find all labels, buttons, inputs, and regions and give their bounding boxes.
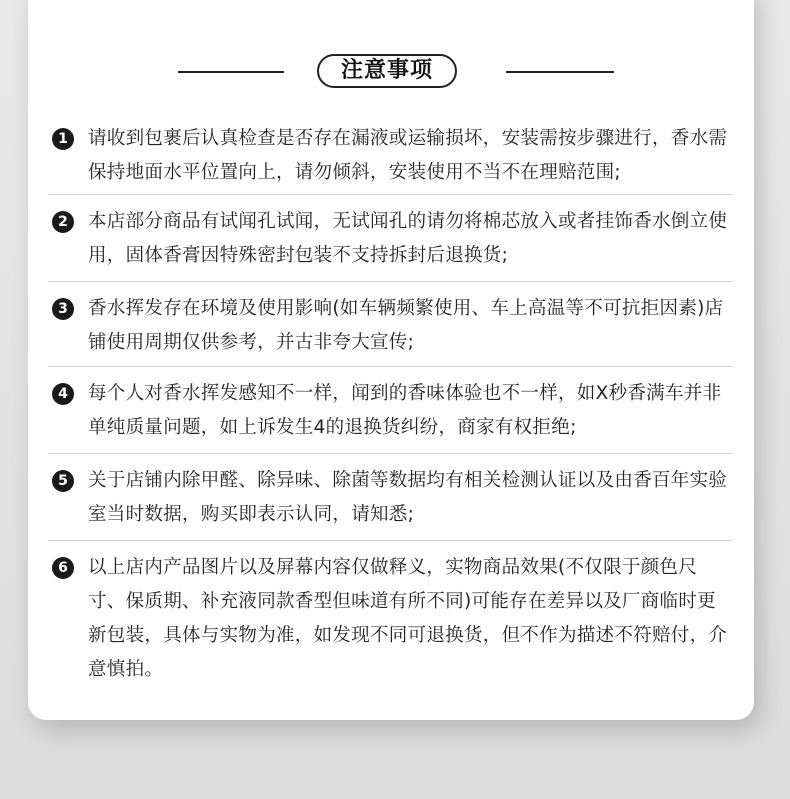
notice-item-4 [48, 373, 732, 454]
number-badge-icon: 3 [52, 298, 74, 320]
notice-title: 注意事项 [317, 54, 457, 88]
notice-item-5 [48, 460, 732, 541]
notice-text: 香水挥发存在环境及使用影响(如车辆频繁使用、车上高温等不可抗拒因素)店铺使用周期仅供参考，并古非夸大宣传; [88, 298, 724, 353]
notice-item-3 [48, 288, 732, 367]
notice-text: 请收到包裹后认真检查是否存在漏液或运输损坏，安装需按步骤进行，香水需保持地面水平位置向上，请勿倾斜，安装使用不当不在理赔范围; [88, 128, 728, 183]
notice-list [48, 118, 732, 691]
notice-text: 每个人对香水挥发感知不一样，闻到的香味体验也不一样，如X秒香满车并非单纯质量问题，如上诉发生4的退换货纠纷，商家有权拒绝; [88, 383, 722, 438]
notice-item-6 [48, 547, 732, 691]
number-badge-icon: 1 [52, 128, 74, 150]
notice-text: 以上店内产品图片以及屏幕内容仅做释义，实物商品效果(不仅限于颜色尺寸、保质期、补充液同款香型但味道有所不同)可能存在差异以及厂商临时更新包装，具体与实物为准，如发现不同可退换货，但不作为描述不符赔付，介意慎拍。 [88, 557, 728, 680]
notice-text: 关于店铺内除甲醛、除异味、除菌等数据均有相关检测认证以及由香百年实验室当时数据，购买即表示认同，请知悉; [88, 470, 728, 525]
notice-heading [0, 52, 790, 92]
notice-text: 本店部分商品有试闻孔试闻，无试闻孔的请勿将棉芯放入或者挂饰香水倒立使用，固体香膏因特殊密封包装不支持拆封后退换货; [88, 211, 728, 266]
heading-rule-left [178, 71, 284, 73]
number-badge-icon: 4 [52, 383, 74, 405]
notice-item-2 [48, 201, 732, 282]
heading-rule-right [506, 71, 614, 73]
number-badge-icon: 2 [52, 211, 74, 233]
notice-item-1 [48, 118, 732, 195]
number-badge-icon: 6 [52, 557, 74, 579]
number-badge-icon: 5 [52, 470, 74, 492]
